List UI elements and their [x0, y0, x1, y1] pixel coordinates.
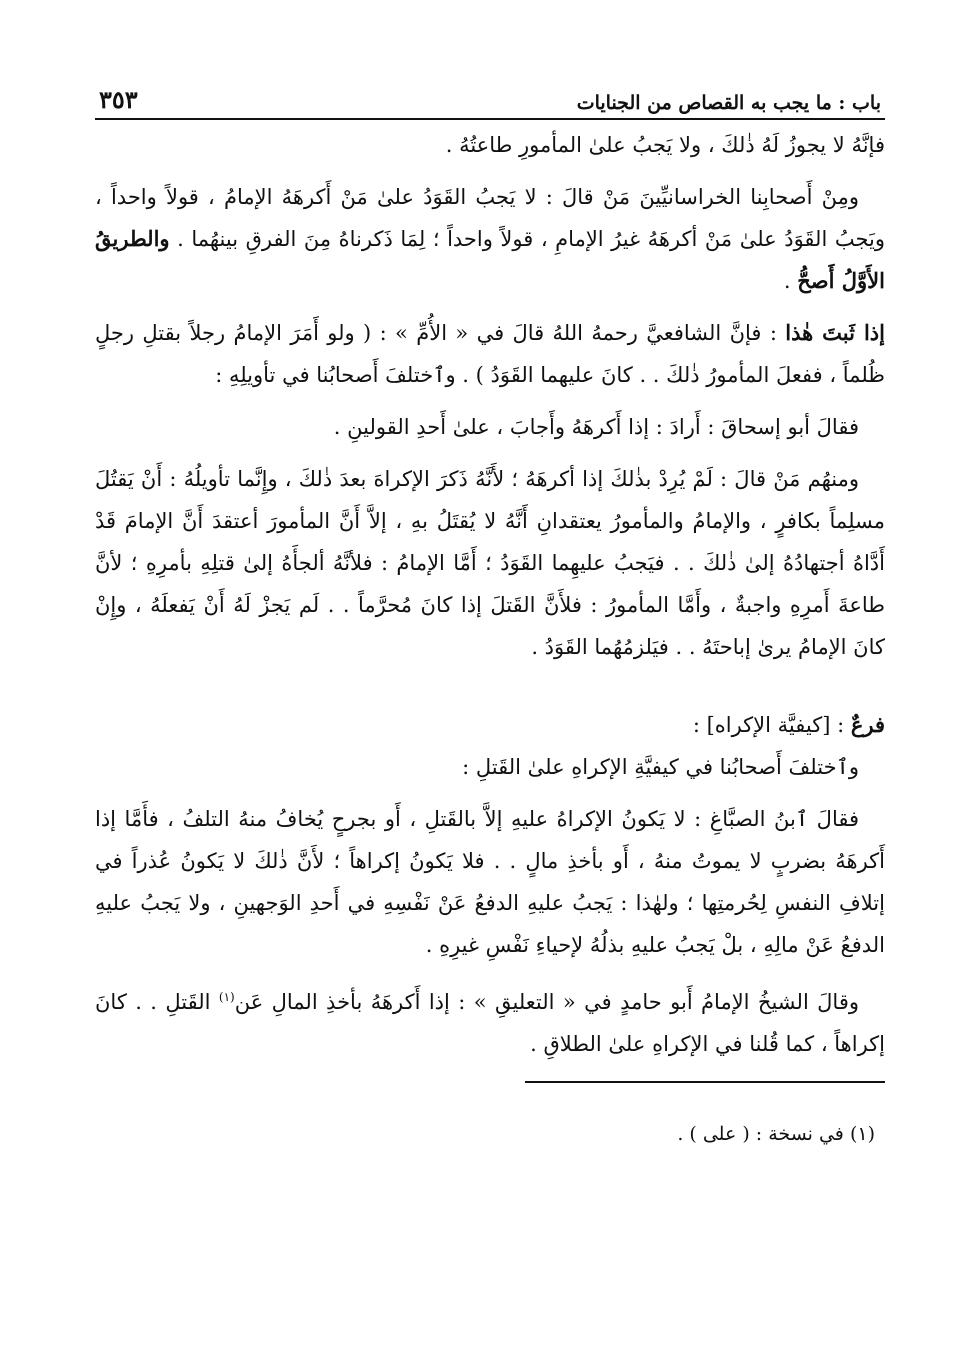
footnote-reference: (١)	[218, 990, 235, 1004]
paragraph-4: فقالَ أبو إسحاقَ : أَرادَ : إذا أَكرهَهُ وأَجابَ ، علىٰ أَحدِ القولينِ .	[333, 415, 859, 439]
paragraph-6: وٱختلفَ أَصحابُنا في كيفيَّةِ الإكراهِ علىٰ القَتلِ :	[462, 755, 859, 779]
footnote	[95, 1117, 885, 1151]
footnote-text: في نسخة : ( على ) .	[677, 1123, 844, 1145]
lead-phrase: إذا ثَبتَ هٰذا	[785, 320, 885, 345]
main-text	[95, 124, 885, 1065]
section-label: فرعٌ	[850, 712, 885, 737]
footnote-number: (١)	[849, 1123, 875, 1145]
section-heading	[95, 704, 885, 746]
page-number: ٣٥٣	[99, 85, 138, 114]
page-header	[95, 70, 885, 120]
footnote-divider	[525, 1081, 885, 1083]
paragraph-1: فإنَّهُ لا يجوزُ لَهُ ذٰلكَ ، ولا يَجبُ علىٰ المأمورِ طاعتُهُ .	[445, 133, 885, 157]
preferred-opinion: والطريقُ الأَوَّلُ أَصحُّ	[95, 226, 885, 293]
book-page	[95, 70, 885, 1151]
paragraph-8: وقالَ الشيخُ الإمامُ أَبو حامدٍ في « التعليقِ » : إذا أَكرهَهُ بأخذِ المالِ عَن$^{(١)}$ القَتلِ . . كانَ إكراهاً ، كما قُلنا في الإكراهِ علىٰ الطلاقِ .	[95, 990, 885, 1056]
paragraph-2: ومِنْ أَصحابِنا الخراسانيِّينَ مَنْ قالَ : لا يَجبُ القَوَدُ علىٰ مَنْ أَكرهَهُ الإمامُ ، قولاً واحداً ، ويَجبُ القَوَدُ علىٰ مَنْ أكرهَهُ غيرُ الإمامِ ، قولاً واحداً ؛ لِمَا ذَكرناهُ مِنَ الفرقِ بينهُما . والطريقُ الأَوَّلُ أَصحُّ .	[95, 185, 885, 293]
section-title: : [كيفيَّة الإكراه] :	[692, 713, 851, 737]
running-title: باب : ما يجب به القصاص من الجنايات	[576, 92, 881, 114]
paragraph-7: فقالَ ٱبنُ الصبَّاغِ : لا يَكونُ الإكراهُ عليهِ إلاَّ بالقَتلِ ، أَو بجرحٍ يُخافُ منهُ التلفُ ، فأَمَّا إذا أَكرهَهُ بضربٍ لا يموتُ منهُ ، أَو بأخذِ مالٍ . . فلا يَكونُ إكراهاً ؛ لأَنَّ ذٰلكَ لا يَكونُ عُذراً في إتلافِ النفسِ لِحُرمتِها ؛ ولهٰذا : يَجبُ عليهِ الدفعُ عَنْ نَفْسِهِ في أَحدِ الوَجهينِ ، ولا يَجبُ عليهِ الدفعُ عَنْ مالِهِ ، بلْ يَجبُ عليهِ بذلُهُ لإحياءِ نَفْسِ غيرِهِ .	[95, 807, 885, 957]
paragraph-5: ومنهُم مَنْ قالَ : لَمْ يُرِدْ بذٰلكَ إذا أكرهَهُ ؛ لأَنَّهُ ذَكرَ الإكراهَ بعدَ ذٰلكَ ، وإِنَّما تأويلُهُ : أَنْ يَقتُلَ مسلِماً بكافرٍ ، والإمامُ والمأمورُ يعتقدانِ أَنَّهُ لا يُقتَلُ بهِ ، إلاَّ أَنَّ المأمورَ أعتقدَ أَنَّ الإمامَ قَدْ أَدَّاهُ أجتهادُهُ إلىٰ ذٰلكَ . . فيَجبُ عليهِما القَوَدُ ؛ أَمَّا الإمامُ : فلأنَّهُ ألجأَهُ إلىٰ قتلِهِ بأمرِهِ ؛ لأنَّ طاعةَ أَمرِهِ واجبةٌ ، وأَمَّا المأمورُ : فلأَنَّ القَتلَ إذا كانَ مُحرَّماً . . لَم يَجزْ لَهُ أَنْ يَفعلَهُ ، وإِنْ كانَ الإمامُ يرىٰ إباحتَهُ . . فيَلزمُهُما القَوَدُ .	[95, 467, 885, 659]
paragraph-3: إذا ثَبتَ هٰذا : فإنَّ الشافعيَّ رحمهُ اللهُ قالَ في « الأُمِّ » : ( ولو أَمَرَ الإمامُ رجلاً بقتلِ رجلٍ ظُلماً ، ففعلَ المأمورُ ذٰلكَ . . كانَ عليهما القَوَدُ ) . وٱختلفَ أَصحابُنا في تأويلِهِ :	[95, 320, 885, 387]
